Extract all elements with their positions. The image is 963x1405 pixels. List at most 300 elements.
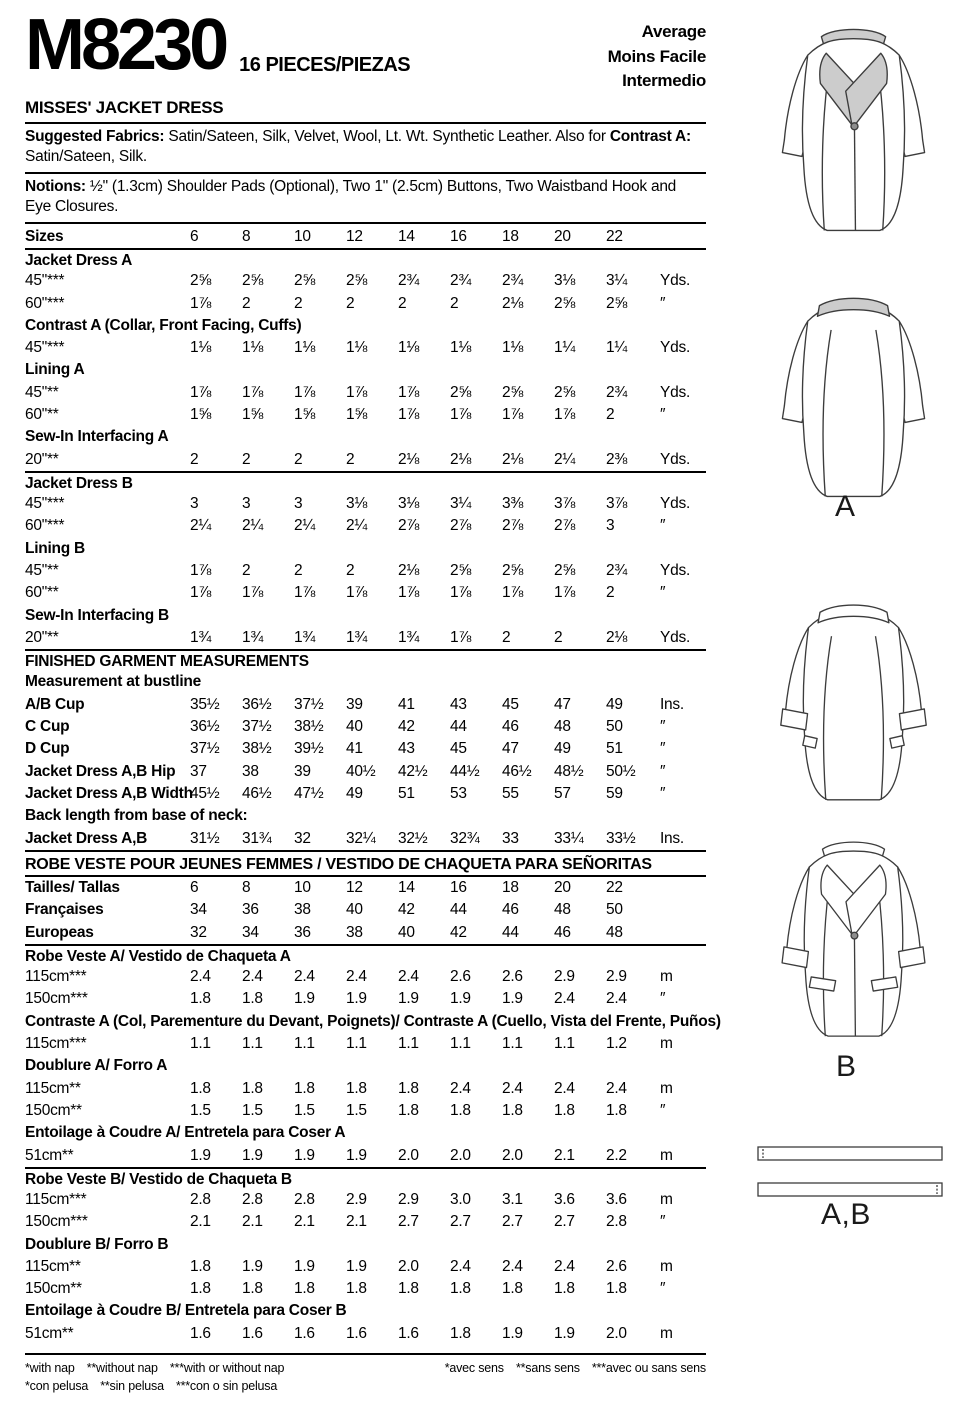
value-cell: 2.4 bbox=[294, 968, 315, 986]
value-cell: 42 bbox=[398, 901, 415, 919]
value-cell: 2.4 bbox=[502, 1079, 523, 1097]
value-cell: 1¾ bbox=[242, 628, 264, 646]
value-cell: 45 bbox=[502, 695, 519, 713]
value-cell: 50½ bbox=[606, 762, 636, 780]
value-cell: 1⅛ bbox=[502, 339, 524, 357]
value-cell: 2¾ bbox=[502, 272, 524, 290]
value-cell: 1⅞ bbox=[450, 584, 472, 602]
value-cell: 1.8 bbox=[398, 1079, 419, 1097]
value-cell: 1.8 bbox=[450, 1280, 471, 1298]
value-cell: 47 bbox=[502, 740, 519, 758]
value-cell: 3⅛ bbox=[398, 495, 420, 513]
jacket-b-back-illustration bbox=[761, 596, 946, 818]
table-section-heading: Entoilage à Coudre A/ Entretela para Coser A bbox=[25, 1124, 346, 1142]
value-cell: 1.5 bbox=[190, 1101, 211, 1119]
notions-label: Notions: bbox=[25, 178, 86, 196]
value-cell: 40 bbox=[346, 901, 363, 919]
table-data-row bbox=[25, 783, 706, 805]
value-cell: 2.0 bbox=[502, 1146, 523, 1164]
table-data-row bbox=[25, 337, 706, 359]
value-cell: 2⅛ bbox=[502, 294, 524, 312]
value-cell: 2⅝ bbox=[242, 272, 264, 290]
value-cell: 8 bbox=[242, 878, 251, 896]
difficulty-block bbox=[608, 12, 706, 94]
value-cell: 44 bbox=[450, 718, 467, 736]
value-cell: 46½ bbox=[502, 762, 532, 780]
table-data-row bbox=[25, 448, 706, 470]
table-section-heading: Sew-In Interfacing B bbox=[25, 606, 169, 624]
value-cell: 22 bbox=[606, 227, 623, 245]
table-data-row bbox=[25, 761, 706, 783]
value-cell: 2¼ bbox=[346, 517, 368, 535]
value-cell: 1⅞ bbox=[346, 383, 368, 401]
value-cell: 2.7 bbox=[398, 1213, 419, 1231]
table-header-row bbox=[25, 225, 706, 247]
value-cell: 3 bbox=[242, 495, 251, 513]
value-cell: 2.2 bbox=[606, 1146, 627, 1164]
value-cell: 1¾ bbox=[346, 628, 368, 646]
row-label: 20"** bbox=[25, 450, 59, 468]
value-cell: 2.9 bbox=[606, 968, 627, 986]
value-cell: 1⅞ bbox=[346, 584, 368, 602]
value-cell: 2⅞ bbox=[398, 517, 420, 535]
value-cell: 1.6 bbox=[190, 1324, 211, 1342]
value-cell: 2.1 bbox=[346, 1213, 367, 1231]
value-cell: 1.1 bbox=[242, 1035, 263, 1053]
table-section-heading: Contrast A (Collar, Front Facing, Cuffs) bbox=[25, 316, 302, 334]
value-cell: 1.5 bbox=[242, 1101, 263, 1119]
table-section-heading: Jacket Dress B bbox=[25, 471, 706, 493]
value-cell: 1.1 bbox=[554, 1035, 575, 1053]
unit-cell: Yds. bbox=[660, 628, 691, 646]
header-row bbox=[25, 5, 706, 94]
value-cell: 3⅛ bbox=[346, 495, 368, 513]
value-cell: 3.0 bbox=[450, 1191, 471, 1209]
value-cell: 1.8 bbox=[294, 1280, 315, 1298]
value-cell: 2¼ bbox=[554, 450, 576, 468]
unit-cell: m bbox=[660, 1146, 673, 1164]
table-section-heading: Entoilage à Coudre B/ Entretela para Coser B bbox=[25, 1302, 347, 1320]
unit-cell: ″ bbox=[660, 406, 666, 423]
value-cell: 2¼ bbox=[294, 517, 316, 535]
value-cell: 32 bbox=[294, 829, 311, 847]
value-cell: 2.4 bbox=[554, 1079, 575, 1097]
row-label: 45"*** bbox=[25, 339, 65, 357]
value-cell: 8 bbox=[242, 227, 251, 245]
table-section-heading: Jacket Dress A bbox=[25, 248, 706, 270]
garment-title: MISSES' JACKET DRESS bbox=[25, 96, 706, 124]
value-cell: 1.8 bbox=[450, 1324, 471, 1342]
table-data-row bbox=[25, 738, 706, 760]
value-cell: 2.7 bbox=[450, 1213, 471, 1231]
value-cell: 2.8 bbox=[242, 1191, 263, 1209]
value-cell: 2 bbox=[606, 584, 615, 602]
value-cell: 1.8 bbox=[502, 1101, 523, 1119]
value-cell: 2.4 bbox=[450, 1079, 471, 1097]
value-cell: 2.1 bbox=[554, 1146, 575, 1164]
value-cell: 39½ bbox=[294, 740, 324, 758]
value-cell: 40 bbox=[346, 718, 363, 736]
table-data-row bbox=[25, 1256, 706, 1278]
unit-cell: m bbox=[660, 1324, 673, 1342]
value-cell: 57 bbox=[554, 785, 571, 803]
table-section-heading: Robe Veste A/ Vestido de Chaqueta A bbox=[25, 944, 706, 966]
table-section-heading: Lining A bbox=[25, 361, 85, 379]
value-cell: 2 bbox=[294, 450, 303, 468]
value-cell: 2.6 bbox=[502, 968, 523, 986]
value-cell: 2.4 bbox=[606, 1079, 627, 1097]
value-cell: 1.9 bbox=[190, 1146, 211, 1164]
value-cell: 2.4 bbox=[554, 1257, 575, 1275]
value-cell: 1⅞ bbox=[554, 584, 576, 602]
value-cell: 2 bbox=[554, 628, 563, 646]
unit-cell: ″ bbox=[660, 718, 666, 736]
yardage-panel bbox=[25, 5, 721, 1394]
value-cell: 55 bbox=[502, 785, 519, 803]
value-cell: 45 bbox=[450, 740, 467, 758]
unit-cell: ″ bbox=[660, 762, 666, 780]
value-cell: 1.9 bbox=[294, 990, 315, 1008]
unit-cell: ″ bbox=[660, 990, 666, 1008]
value-cell: 2⅛ bbox=[398, 450, 420, 468]
value-cell: 1⅞ bbox=[190, 562, 212, 580]
value-cell: 1.6 bbox=[398, 1324, 419, 1342]
pattern-number: M8230 bbox=[25, 5, 226, 85]
value-cell: 2⅝ bbox=[450, 562, 472, 580]
value-cell: 2.0 bbox=[398, 1146, 419, 1164]
value-cell: 46 bbox=[502, 901, 519, 919]
value-cell: 2⅝ bbox=[502, 383, 524, 401]
unit-cell: Yds. bbox=[660, 383, 691, 401]
value-cell: 2⅝ bbox=[606, 294, 628, 312]
value-cell: 33½ bbox=[606, 829, 636, 847]
row-label: C Cup bbox=[25, 718, 70, 736]
value-cell: 2.0 bbox=[606, 1324, 627, 1342]
value-cell: 45½ bbox=[190, 785, 220, 803]
value-cell: 1¾ bbox=[398, 628, 420, 646]
value-cell: 2.7 bbox=[502, 1213, 523, 1231]
value-cell: 41 bbox=[346, 740, 363, 758]
value-cell: 14 bbox=[398, 878, 415, 896]
value-cell: 2⅛ bbox=[450, 450, 472, 468]
unit-cell: m bbox=[660, 968, 673, 986]
row-label: 60"** bbox=[25, 406, 59, 423]
value-cell: 1.8 bbox=[242, 1280, 263, 1298]
unit-cell: Yds. bbox=[660, 339, 691, 357]
row-label: 60"** bbox=[25, 584, 59, 602]
row-label: A/B Cup bbox=[25, 695, 85, 713]
notions bbox=[25, 174, 706, 224]
value-cell: 48 bbox=[606, 923, 623, 941]
waistband-ab-illustration bbox=[755, 1142, 947, 1206]
view-ab-label: A,B bbox=[821, 1198, 871, 1231]
value-cell: 1.8 bbox=[190, 1280, 211, 1298]
value-cell: 1.1 bbox=[502, 1035, 523, 1053]
unit-cell: Ins. bbox=[660, 829, 684, 847]
unit-cell: ″ bbox=[660, 1213, 666, 1231]
value-cell: 48 bbox=[554, 718, 571, 736]
value-cell: 33 bbox=[502, 829, 519, 847]
value-cell: 37½ bbox=[190, 740, 220, 758]
jacket-a-front-illustration bbox=[761, 22, 946, 250]
value-cell: 46 bbox=[502, 718, 519, 736]
footnote-spanish: *con pelusa **sin pelusa ***con o sin pelusa bbox=[25, 1379, 278, 1394]
view-b-label: B bbox=[836, 1050, 857, 1083]
value-cell: 34 bbox=[190, 901, 207, 919]
garment-illustrations bbox=[703, 0, 963, 1405]
value-cell: 1⅞ bbox=[502, 584, 524, 602]
value-cell: 2⅝ bbox=[554, 294, 576, 312]
value-cell: 1.1 bbox=[346, 1035, 367, 1053]
value-cell: 1⅛ bbox=[450, 339, 472, 357]
table-data-row bbox=[25, 1211, 706, 1233]
fabrics-label: Suggested Fabrics: bbox=[25, 127, 165, 145]
value-cell: 6 bbox=[190, 227, 199, 245]
value-cell: 47½ bbox=[294, 785, 324, 803]
row-label: Françaises bbox=[25, 901, 104, 919]
value-cell: 1.8 bbox=[502, 1280, 523, 1298]
value-cell: 2 bbox=[502, 628, 511, 646]
value-cell: 32¾ bbox=[450, 829, 480, 847]
value-cell: 1.8 bbox=[190, 1079, 211, 1097]
value-cell: 2.8 bbox=[606, 1213, 627, 1231]
value-cell: 53 bbox=[450, 785, 467, 803]
value-cell: 1.8 bbox=[190, 990, 211, 1008]
table-section-heading: Measurement at bustline bbox=[25, 673, 201, 691]
value-cell: 1¾ bbox=[294, 628, 316, 646]
value-cell: 2 bbox=[242, 562, 251, 580]
fabrics-text-1: Satin/Sateen, Silk, Velvet, Wool, Lt. Wt. Synthetic Leather. Also for bbox=[164, 127, 610, 145]
table-data-row bbox=[25, 515, 706, 537]
value-cell: 2⅝ bbox=[554, 383, 576, 401]
unit-cell: Yds. bbox=[660, 272, 691, 290]
value-cell: 1¾ bbox=[190, 628, 212, 646]
value-cell: 31½ bbox=[190, 829, 220, 847]
value-cell: 1⅞ bbox=[242, 584, 264, 602]
value-cell: 3⅞ bbox=[606, 495, 628, 513]
value-cell: 1⅞ bbox=[190, 294, 212, 312]
value-cell: 1.8 bbox=[242, 1079, 263, 1097]
unit-cell: ″ bbox=[660, 785, 666, 803]
suggested-fabrics bbox=[25, 124, 706, 174]
value-cell: 37½ bbox=[294, 695, 324, 713]
footnote-french: *avec sens **sans sens ***avec ou sans sens bbox=[444, 1361, 706, 1376]
value-cell: 32¼ bbox=[346, 829, 376, 847]
value-cell: 1⅛ bbox=[242, 339, 264, 357]
value-cell: 44 bbox=[450, 901, 467, 919]
row-label: Europeas bbox=[25, 923, 94, 941]
value-cell: 1.8 bbox=[346, 1280, 367, 1298]
value-cell: 32½ bbox=[398, 829, 428, 847]
value-cell: 2.8 bbox=[294, 1191, 315, 1209]
footnote-line-1 bbox=[25, 1361, 706, 1375]
value-cell: 3 bbox=[190, 495, 199, 513]
value-cell: 1.8 bbox=[606, 1280, 627, 1298]
value-cell: 2 bbox=[346, 562, 355, 580]
value-cell: 36½ bbox=[242, 695, 272, 713]
row-label: 115cm*** bbox=[25, 1191, 87, 1209]
table-data-row bbox=[25, 828, 706, 850]
value-cell: 2⅜ bbox=[606, 450, 628, 468]
value-cell: 2 bbox=[398, 294, 407, 312]
value-cell: 42 bbox=[398, 718, 415, 736]
value-cell: 49 bbox=[606, 695, 623, 713]
value-cell: 37 bbox=[190, 762, 207, 780]
value-cell: 1⅞ bbox=[242, 383, 264, 401]
row-label: Tailles/ Tallas bbox=[25, 878, 120, 896]
value-cell: 34 bbox=[242, 923, 259, 941]
value-cell: 1¼ bbox=[554, 339, 576, 357]
row-label: 45"** bbox=[25, 562, 59, 580]
value-cell: 2 bbox=[294, 562, 303, 580]
value-cell: 2.7 bbox=[554, 1213, 575, 1231]
value-cell: 48½ bbox=[554, 762, 584, 780]
value-cell: 48 bbox=[554, 901, 571, 919]
row-label: 45"*** bbox=[25, 495, 65, 513]
row-label: 115cm*** bbox=[25, 968, 87, 986]
value-cell: 2¾ bbox=[398, 272, 420, 290]
row-label: 115cm*** bbox=[25, 1035, 87, 1053]
table-data-row bbox=[25, 1278, 706, 1300]
value-cell: 46½ bbox=[242, 785, 272, 803]
value-cell: 38½ bbox=[294, 718, 324, 736]
value-cell: 49 bbox=[554, 740, 571, 758]
value-cell: 1.9 bbox=[450, 990, 471, 1008]
value-cell: 20 bbox=[554, 878, 571, 896]
value-cell: 2.4 bbox=[190, 968, 211, 986]
value-cell: 3⅜ bbox=[502, 495, 524, 513]
row-label: Jacket Dress A,B Hip bbox=[25, 762, 176, 780]
view-a-label: A bbox=[835, 490, 856, 523]
table-data-row bbox=[25, 966, 706, 988]
value-cell: 38½ bbox=[242, 740, 272, 758]
value-cell: 3 bbox=[294, 495, 303, 513]
value-cell: 3⅛ bbox=[554, 272, 576, 290]
value-cell: 1⅞ bbox=[450, 406, 472, 423]
value-cell: 2⅝ bbox=[294, 272, 316, 290]
value-cell: 1.1 bbox=[190, 1035, 211, 1053]
table-data-row bbox=[25, 899, 706, 921]
table-data-row bbox=[25, 382, 706, 404]
value-cell: 1.9 bbox=[294, 1146, 315, 1164]
row-label: Jacket Dress A,B Width bbox=[25, 785, 193, 803]
fabrics-text-2: Satin/Sateen, Silk. bbox=[25, 148, 147, 166]
piece-count: 16 PIECES/PIEZAS bbox=[239, 54, 411, 76]
unit-cell: ″ bbox=[660, 1101, 666, 1119]
jacket-a-back-illustration bbox=[761, 288, 946, 516]
value-cell: 2.9 bbox=[554, 968, 575, 986]
value-cell: 1⅛ bbox=[190, 339, 212, 357]
value-cell: 1.6 bbox=[294, 1324, 315, 1342]
value-cell: 2 bbox=[346, 450, 355, 468]
value-cell: 2⅞ bbox=[450, 517, 472, 535]
row-label: 115cm** bbox=[25, 1257, 81, 1275]
value-cell: 1.6 bbox=[346, 1324, 367, 1342]
unit-cell: ″ bbox=[660, 294, 666, 312]
value-cell: 39 bbox=[294, 762, 311, 780]
value-cell: 50 bbox=[606, 901, 623, 919]
difficulty-french: Moins Facile bbox=[607, 46, 706, 66]
table-data-row bbox=[25, 560, 706, 582]
value-cell: 2.8 bbox=[190, 1191, 211, 1209]
table-data-row bbox=[25, 270, 706, 292]
value-cell: 3.6 bbox=[606, 1191, 627, 1209]
value-cell: 1⅞ bbox=[294, 383, 316, 401]
value-cell: 12 bbox=[346, 878, 363, 896]
value-cell: 36 bbox=[294, 923, 311, 941]
value-cell: 51 bbox=[398, 785, 415, 803]
table-band-heading: ROBE VESTE POUR JEUNES FEMMES / VESTIDO DE CHAQUETA PARA SEÑORITAS bbox=[25, 850, 706, 877]
value-cell: 2⅞ bbox=[554, 517, 576, 535]
value-cell: 1.5 bbox=[294, 1101, 315, 1119]
table-section-heading: Contraste A (Col, Parementure du Devant, Poignets)/ Contraste A (Cuello, Vista del Frente, Puños) bbox=[25, 1012, 721, 1030]
value-cell: 42½ bbox=[398, 762, 428, 780]
table-data-row bbox=[25, 404, 706, 426]
value-cell: 1.9 bbox=[502, 990, 523, 1008]
value-cell: 1.8 bbox=[398, 1280, 419, 1298]
yardage-table bbox=[25, 225, 721, 1345]
table-data-row bbox=[25, 921, 706, 943]
value-cell: 38 bbox=[346, 923, 363, 941]
value-cell: 33¼ bbox=[554, 829, 584, 847]
value-cell: 2 bbox=[242, 294, 251, 312]
value-cell: 1⅝ bbox=[346, 406, 368, 423]
table-data-row bbox=[25, 716, 706, 738]
table-data-row bbox=[25, 1323, 706, 1345]
value-cell: 1⅞ bbox=[450, 628, 472, 646]
value-cell: 1⅞ bbox=[190, 584, 212, 602]
table-data-row bbox=[25, 1077, 706, 1099]
value-cell: 1.8 bbox=[554, 1101, 575, 1119]
value-cell: 1.8 bbox=[398, 1101, 419, 1119]
value-cell: 1.1 bbox=[398, 1035, 419, 1053]
value-cell: 2⅛ bbox=[606, 628, 628, 646]
table-data-row bbox=[25, 694, 706, 716]
value-cell: 1.9 bbox=[346, 1146, 367, 1164]
value-cell: 2.4 bbox=[242, 968, 263, 986]
value-cell: 2.4 bbox=[398, 968, 419, 986]
value-cell: 1⅛ bbox=[346, 339, 368, 357]
value-cell: 42 bbox=[450, 923, 467, 941]
table-data-row bbox=[25, 582, 706, 604]
value-cell: 1.8 bbox=[450, 1101, 471, 1119]
value-cell: 2⅞ bbox=[502, 517, 524, 535]
table-section-heading: Lining B bbox=[25, 539, 85, 557]
value-cell: 1.9 bbox=[398, 990, 419, 1008]
table-section-heading: Robe Veste B/ Vestido de Chaqueta B bbox=[25, 1167, 706, 1189]
value-cell: 46 bbox=[554, 923, 571, 941]
table-data-row bbox=[25, 988, 706, 1010]
table-section-heading: Sew-In Interfacing A bbox=[25, 428, 169, 446]
value-cell: 38 bbox=[294, 901, 311, 919]
table-data-row bbox=[25, 1189, 706, 1211]
unit-cell: Yds. bbox=[660, 562, 691, 580]
value-cell: 2.0 bbox=[398, 1257, 419, 1275]
value-cell: 38 bbox=[242, 762, 259, 780]
unit-cell: ″ bbox=[660, 584, 666, 602]
unit-cell: Yds. bbox=[660, 450, 691, 468]
value-cell: 2¾ bbox=[606, 383, 628, 401]
value-cell: 1.9 bbox=[242, 1146, 263, 1164]
row-label: D Cup bbox=[25, 740, 70, 758]
value-cell: 1⅝ bbox=[242, 406, 264, 423]
value-cell: 2⅝ bbox=[502, 562, 524, 580]
footnote-english: *with nap **without nap ***with or without nap bbox=[25, 1361, 285, 1376]
value-cell: 2⅝ bbox=[190, 272, 212, 290]
row-label: 60"*** bbox=[25, 294, 65, 312]
value-cell: 1¼ bbox=[606, 339, 628, 357]
value-cell: 1.2 bbox=[606, 1035, 627, 1053]
